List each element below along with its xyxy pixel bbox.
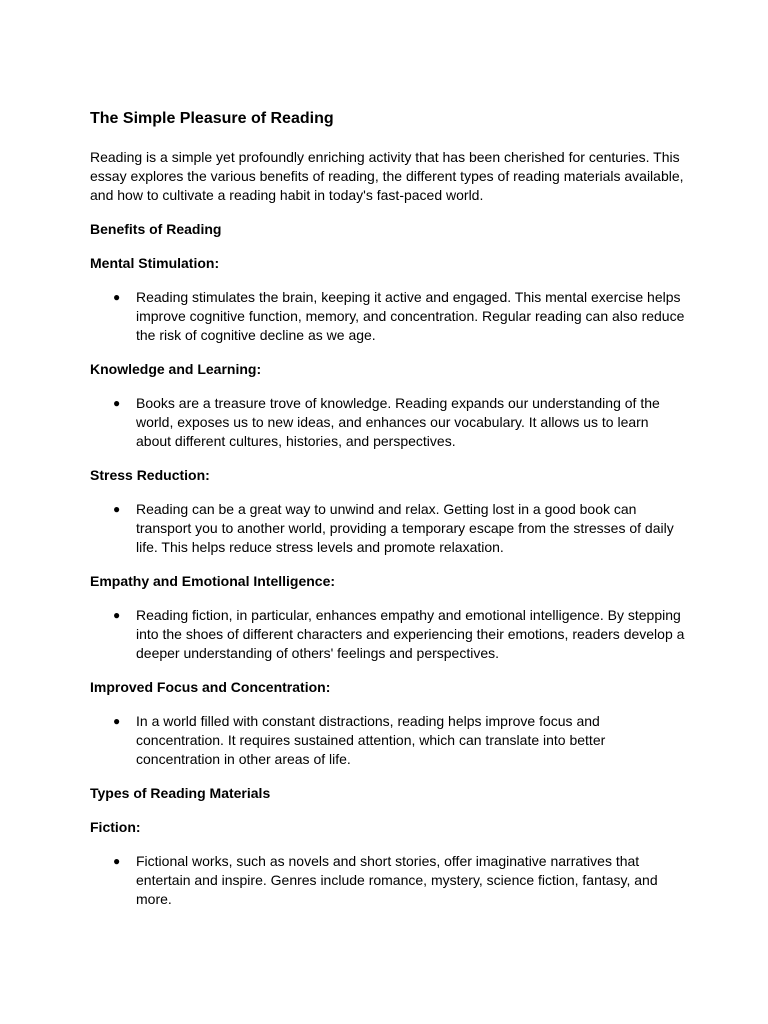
bullet-icon: ●: [113, 396, 121, 410]
bullet-text: Reading can be a great way to unwind and relax. Getting lost in a good book can transport you to another world, providing a temporary escape from the stresses of daily life. This helps reduce stress levels and promote relaxation.: [136, 501, 674, 555]
section-heading-types: Types of Reading Materials: [90, 785, 271, 801]
bullet-text: Books are a treasure trove of knowledge. Reading expands our understanding of the world, exposes us to new ideas, and enhances our vocabulary. It allows us to learn about different cultures, histories, and perspectives.: [136, 395, 660, 449]
subheading-knowledge-learning: Knowledge and Learning:: [90, 361, 262, 377]
subheading-mental-stimulation: Mental Stimulation:: [90, 255, 220, 271]
bullet-list: [90, 712, 685, 769]
subheading-empathy: Empathy and Emotional Intelligence:: [90, 573, 336, 589]
subheading-fiction: Fiction:: [90, 819, 141, 835]
list-item: [90, 288, 685, 345]
bullet-icon: ●: [113, 290, 121, 304]
bullet-list: [90, 606, 685, 663]
bullet-list: [90, 394, 685, 451]
bullet-icon: ●: [113, 502, 121, 516]
bullet-icon: ●: [113, 714, 121, 728]
list-item: [90, 606, 685, 663]
document-title: The Simple Pleasure of Reading: [90, 110, 334, 127]
bullet-text: Reading stimulates the brain, keeping it active and engaged. This mental exercise helps improve cognitive function, memory, and concentration. Regular reading can also reduce the risk of cognitive decline as we age.: [136, 289, 685, 343]
section-heading-benefits: Benefits of Reading: [90, 221, 222, 237]
bullet-icon: ●: [113, 608, 121, 622]
bullet-list: [90, 852, 685, 909]
list-item: [90, 712, 685, 769]
bullet-text: Fictional works, such as novels and short stories, offer imaginative narratives that entertain and inspire. Genres include romance, mystery, science fiction, fantasy, and more.: [136, 853, 658, 907]
subheading-stress-reduction: Stress Reduction:: [90, 467, 210, 483]
document-body: [90, 108, 685, 924]
bullet-text: In a world filled with constant distractions, reading helps improve focus and concentration. It requires sustained attention, which can translate into better concentration in other areas of life.: [136, 713, 606, 767]
bullet-icon: ●: [113, 854, 121, 868]
list-item: [90, 852, 685, 909]
list-item: [90, 394, 685, 451]
subheading-focus: Improved Focus and Concentration:: [90, 679, 331, 695]
bullet-list: [90, 288, 685, 345]
bullet-list: [90, 500, 685, 557]
bullet-text: Reading fiction, in particular, enhances empathy and emotional intelligence. By stepping into the shoes of different characters and experiencing their emotions, readers develop a deeper understanding of others' feelings and perspectives.: [136, 607, 685, 661]
list-item: [90, 500, 685, 557]
intro-paragraph: Reading is a simple yet profoundly enriching activity that has been cherished for centuries. This essay explores the various benefits of reading, the different types of reading materials available, and how to cultivate a reading habit in today's fast-paced world.: [90, 149, 684, 203]
